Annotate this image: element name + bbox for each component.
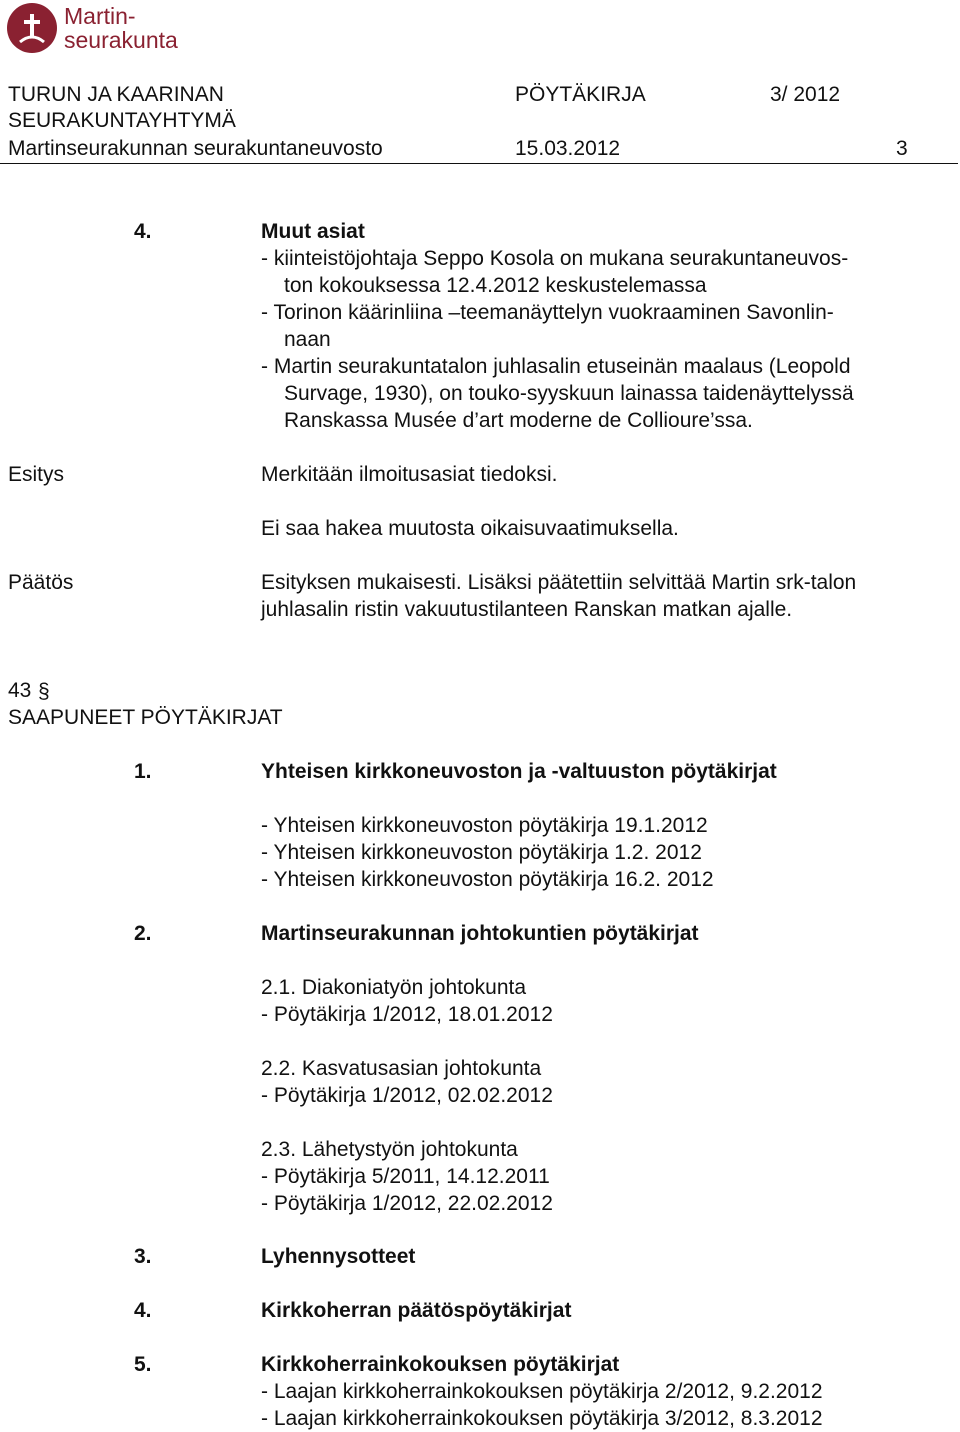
item-line: - Martin seurakuntatalon juhlasalin etuseinän maalaus (Leopold bbox=[261, 355, 851, 378]
subgroup-line: - Pöytäkirja 1/2012, 18.01.2012 bbox=[261, 1003, 553, 1026]
org-name-line2: SEURAKUNTAYHTYMÄ bbox=[8, 109, 236, 132]
section-title: SAAPUNEET PÖYTÄKIRJAT bbox=[8, 706, 283, 729]
section-symbol: § bbox=[38, 680, 50, 703]
meeting-date: 15.03.2012 bbox=[515, 137, 621, 160]
org-name-line1: TURUN JA KAARINAN bbox=[8, 83, 224, 106]
body-name: Martinseurakunnan seurakuntaneuvosto bbox=[8, 137, 383, 160]
subgroup-line: - Pöytäkirja 5/2011, 14.12.2011 bbox=[261, 1165, 550, 1188]
list-item-number: 5. bbox=[134, 1353, 152, 1376]
appeal-note: Ei saa hakea muutosta oikaisuvaatimuksella. bbox=[261, 517, 679, 540]
item-line: ton kokouksessa 12.4.2012 keskustelemassa bbox=[284, 274, 707, 297]
list-item-line: - Laajan kirkkoherrainkokouksen pöytäkirja 2/2012, 9.2.2012 bbox=[261, 1380, 823, 1403]
list-item-title: Martinseurakunnan johtokuntien pöytäkirjat bbox=[261, 922, 699, 945]
list-item-line: - Yhteisen kirkkoneuvoston pöytäkirja 19.1.2012 bbox=[261, 814, 708, 837]
list-item-title: Yhteisen kirkkoneuvoston ja -valtuuston pöytäkirjat bbox=[261, 760, 777, 783]
item-line: - kiinteistöjohtaja Seppo Kosola on mukana seurakuntaneuvos- bbox=[261, 247, 849, 270]
list-item-title: Kirkkoherrainkokouksen pöytäkirjat bbox=[261, 1353, 620, 1376]
item-line: Survage, 1930), on touko-syyskuun lainassa taidenäyttelyssä bbox=[284, 382, 854, 405]
list-item-number: 4. bbox=[134, 1299, 152, 1322]
subgroup-line: - Pöytäkirja 1/2012, 22.02.2012 bbox=[261, 1192, 553, 1215]
proposal-text: Merkitään ilmoitusasiat tiedoksi. bbox=[261, 463, 558, 486]
item-title: Muut asiat bbox=[261, 220, 365, 243]
proposal-label: Esitys bbox=[8, 463, 65, 486]
logo-line2: seurakunta bbox=[64, 27, 178, 53]
logo-line1: Martin- bbox=[64, 3, 136, 29]
item-number: 4. bbox=[134, 220, 152, 243]
item-line: - Torinon käärinliina –teemanäyttelyn vuokraaminen Savonlin- bbox=[261, 301, 834, 324]
list-item-number: 1. bbox=[134, 760, 152, 783]
parish-emblem-icon bbox=[6, 2, 58, 54]
page-number: 3 bbox=[896, 137, 908, 160]
doc-number: 3/ 2012 bbox=[770, 83, 841, 106]
list-item-line: - Yhteisen kirkkoneuvoston pöytäkirja 16.2. 2012 bbox=[261, 868, 714, 891]
section-number: 43 bbox=[8, 679, 32, 702]
subgroup-heading: 2.1. Diakoniatyön johtokunta bbox=[261, 976, 527, 999]
header-rule bbox=[0, 163, 958, 164]
item-line: naan bbox=[284, 328, 331, 351]
item-line: Ranskassa Musée d’art moderne de Collioure’ssa. bbox=[284, 409, 753, 432]
subgroup-line: - Pöytäkirja 1/2012, 02.02.2012 bbox=[261, 1084, 553, 1107]
list-item-title: Kirkkoherran päätöspöytäkirjat bbox=[261, 1299, 572, 1322]
doc-type: PÖYTÄKIRJA bbox=[515, 83, 646, 106]
subgroup-heading: 2.2. Kasvatusasian johtokunta bbox=[261, 1057, 542, 1080]
list-item-line: - Yhteisen kirkkoneuvoston pöytäkirja 1.2. 2012 bbox=[261, 841, 702, 864]
list-item-number: 3. bbox=[134, 1245, 152, 1268]
list-item-title: Lyhennysotteet bbox=[261, 1245, 416, 1268]
list-item-number: 2. bbox=[134, 922, 152, 945]
decision-text-line1: Esityksen mukaisesti. Lisäksi päätettiin selvittää Martin srk-talon bbox=[261, 571, 857, 594]
list-item-line: - Laajan kirkkoherrainkokouksen pöytäkirja 3/2012, 8.3.2012 bbox=[261, 1407, 823, 1430]
decision-label: Päätös bbox=[8, 571, 74, 594]
decision-text-line2: juhlasalin ristin vakuutustilanteen Ranskan matkan ajalle. bbox=[261, 598, 793, 621]
subgroup-heading: 2.3. Lähetystyön johtokunta bbox=[261, 1138, 518, 1161]
